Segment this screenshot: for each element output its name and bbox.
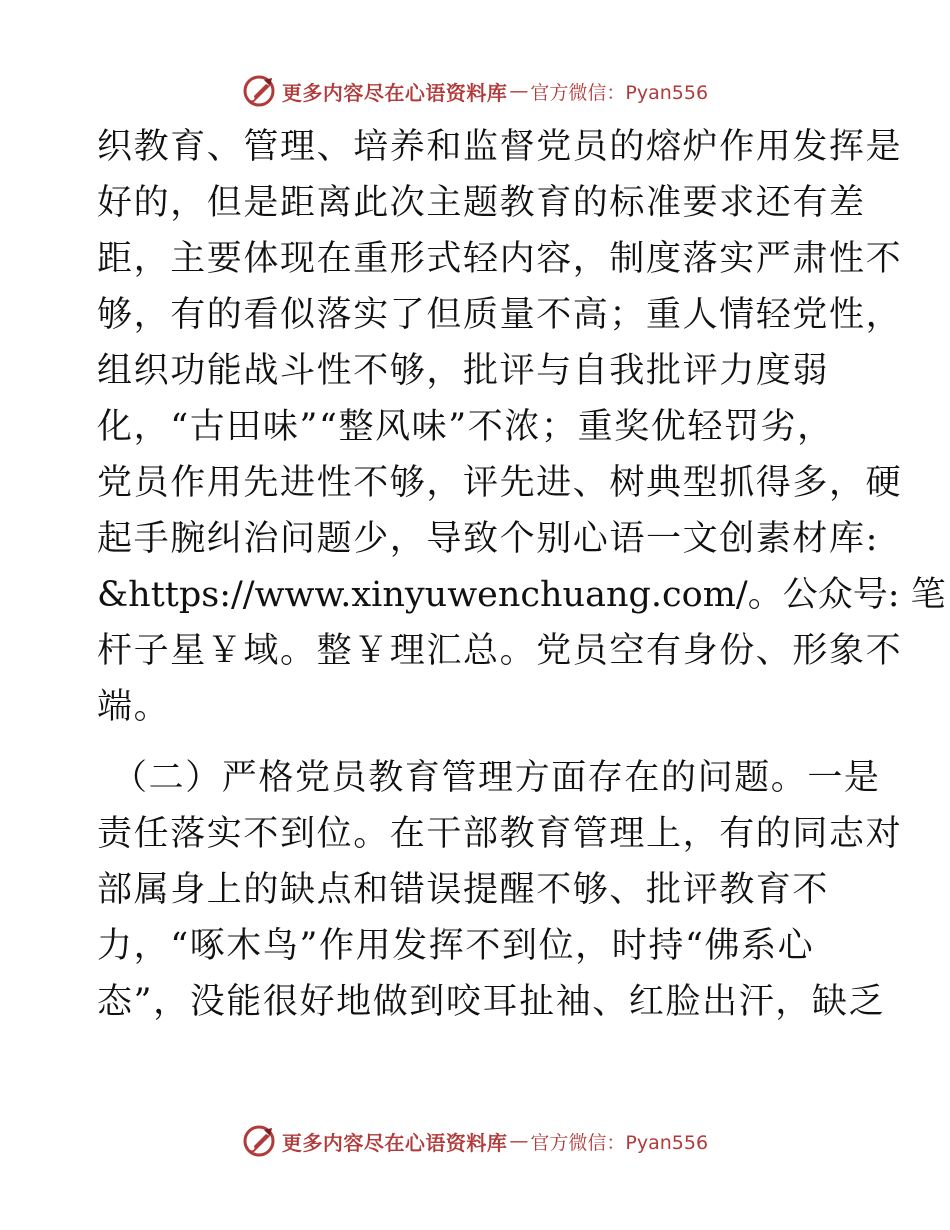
body-line: 部属身上的缺点和错误提醒不够、批评教育不 bbox=[97, 870, 830, 910]
body-line: 好的，但是距离此次主题教育的标准要求还有差 bbox=[97, 183, 866, 223]
body-line: 够，有的看似落实了但质量不高；重人情轻党性， bbox=[97, 295, 903, 335]
body-line-url: &https://www.xinyuwenchuang.com/。公众号: 笔 bbox=[97, 575, 946, 615]
body-line: 端。 bbox=[97, 687, 171, 727]
body-line-section-heading: （二）严格党员教育管理方面存在的问题。一是 bbox=[112, 758, 881, 798]
footer-banner-title: 更多内容尽在心语资料库 bbox=[281, 1130, 508, 1155]
body-line: 杆子星￥域。整￥理汇总。党员空有身份、形象不 bbox=[97, 631, 903, 671]
body-line: 织教育、管理、培养和监督党员的熔炉作用发挥是 bbox=[97, 127, 903, 167]
body-line: 起手腕纠治问题少，导致个别心语一文创素材库: bbox=[97, 519, 879, 559]
body-line: 态”，没能很好地做到咬耳扯袖、红脸出汗，缺乏 bbox=[97, 982, 886, 1022]
header-banner-dash: — bbox=[509, 80, 529, 102]
header-banner bbox=[0, 71, 950, 111]
body-line: 距，主要体现在重形式轻内容，制度落实严肃性不 bbox=[97, 239, 903, 279]
body-line: 组织功能战斗性不够，批评与自我批评力度弱 bbox=[97, 351, 830, 391]
footer-banner-wechat: 官方微信：Pyan556 bbox=[530, 1131, 709, 1154]
body-line: 化，“古田味”“整风味”不浓；重奖优轻罚劣， bbox=[97, 407, 834, 447]
footer-banner-dash: — bbox=[509, 1130, 529, 1152]
body-line: 党员作用先进性不够，评先进、树典型抓得多，硬 bbox=[97, 463, 903, 503]
body-line: 力，“啄木鸟”作用发挥不到位，时持“佛系心 bbox=[97, 926, 815, 966]
brand-logo-icon bbox=[242, 1124, 276, 1158]
brand-logo-icon bbox=[242, 74, 276, 108]
header-banner-title: 更多内容尽在心语资料库 bbox=[281, 80, 508, 105]
header-banner-wechat: 官方微信：Pyan556 bbox=[530, 81, 709, 104]
footer-banner bbox=[0, 1121, 950, 1161]
body-line: 责任落实不到位。在干部教育管理上，有的同志对 bbox=[97, 814, 903, 854]
